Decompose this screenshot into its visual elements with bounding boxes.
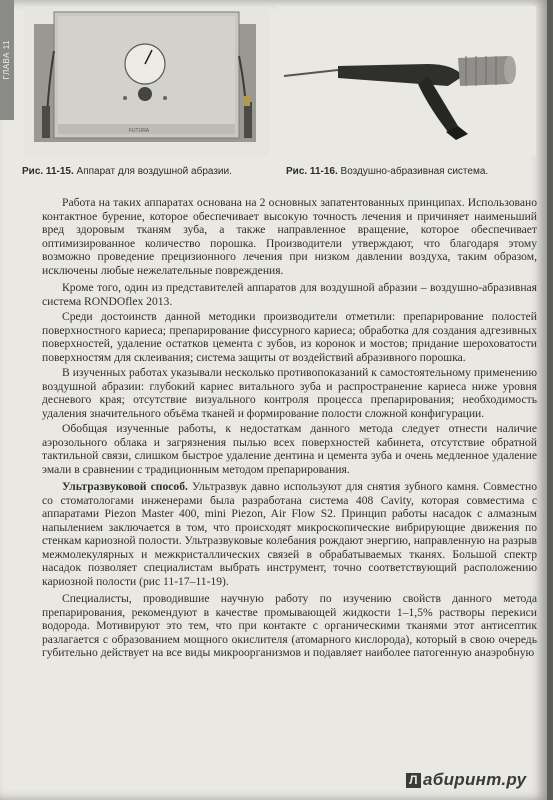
watermark-letter: Л [406, 773, 421, 788]
paragraph [42, 480, 537, 588]
watermark-text: абиринт.ру [423, 770, 527, 789]
paragraph: В изученных работах указывали несколько противопоказаний к самостоятельному применению воздушной абразии: глубокий кариес витального зуба и распространение кариеса ниже уровня десневого края; отсутствие визуального контроля процесса препарирования; необходимость удаления значительного объёма тканей и формирование полости сложной конфигурации. [42, 366, 537, 420]
labirint-watermark [406, 770, 526, 790]
chapter-side-tab [0, 0, 14, 120]
paragraph-body: Ультразвук давно используют для снятия зубного камня. Совместно со стоматологами инженерами была разработана система 408 Cavity, которая совместима с аппаратами Piezon Master 400, mini Piezon, Air Flow S2. Принцип работы насадок с алмазным напылением заключается в том, что происходят микроскопические вибрирующие движения по стенкам кариозной полости. Ультразвуковые колебания рождают энергию, направленную на разрыв межмолекулярных и межкристаллических связей в обрабатываемых тканях. Большой спектр насадок позволяет специалистам выбрать инструмент, точно соответствующий расположению кариозной полости (рис 11-17–11-19). [42, 480, 537, 588]
device-brand-label: FUTURA [128, 128, 150, 134]
figure-caption-text: Воздушно-абразивная система. [340, 166, 489, 177]
figure-caption-2 [286, 166, 488, 177]
chapter-label: ГЛАВА 11 [2, 40, 11, 80]
figure-caption-1 [22, 166, 232, 177]
figure-number: Рис. 11-15. [22, 166, 74, 177]
paragraph: Специалисты, проводившие научную работу по изучению свойств данного метода препарирования, рекомендуют в качестве промывающей жидкости 1–1,5% растворы перекиси водорода. Мотивируют это тем, что при контакте с органическими тканями этот антисептик разлагается с образованием мощного окислителя (атомарного кислорода), который в свою очередь губительно действует на все виды микроорганизмов и подавляет наиболее патогенную анаэробную [42, 592, 537, 659]
body-text [42, 196, 537, 662]
paragraph-lead: Ультразвуковой способ. [62, 480, 188, 493]
paragraph: Кроме того, один из представителей аппаратов для воздушной абразии – воздушно-абразивная система RONDOflex 2013. [42, 281, 537, 308]
figure-number: Рис. 11-16. [286, 166, 338, 177]
paragraph: Работа на таких аппаратах основана на 2 основных запатентованных принципах. Использовано контактное бурение, которое обеспечивает высокую точность лечения и причиняет наименьший вред здоровым тканям зуба, а также направленное вращение, которое обеспечивает оптимизированное количество порошка. Производители утверждают, что благодаря этому возможно проведение прецизионного лечения при низком давлении воздуха, таким образом, исключены любые нежелательные повреждения. [42, 196, 537, 277]
figure-caption-text: Аппарат для воздушной абразии. [76, 166, 232, 177]
air-abrasion-device-photo [24, 6, 269, 156]
air-abrasive-handpiece-photo [278, 6, 536, 156]
paragraph: Обобщая изученные работы, к недостаткам данного метода следует отнести наличие аэрозольного облака и загрязнения пылью всех поверхностей кабинета, отсутствие обратной тактильной связи, слишком быстрое удаление дентина и цемента зуба и очень медленное удаление эмали в сравнении с традиционным методом препарирования. [42, 422, 537, 476]
paragraph: Среди достоинств данной методики производители отметили: препарирование полостей поверхностного кариеса; препарирование фиссурного кариеса; обработка для создания адгезивных поверхностей, удаление остатков цемента с зубов, из коронок и мостов; придание шероховатости поверхностям для склеивания; система защиты от воздействий абразивного порошка. [42, 310, 537, 364]
